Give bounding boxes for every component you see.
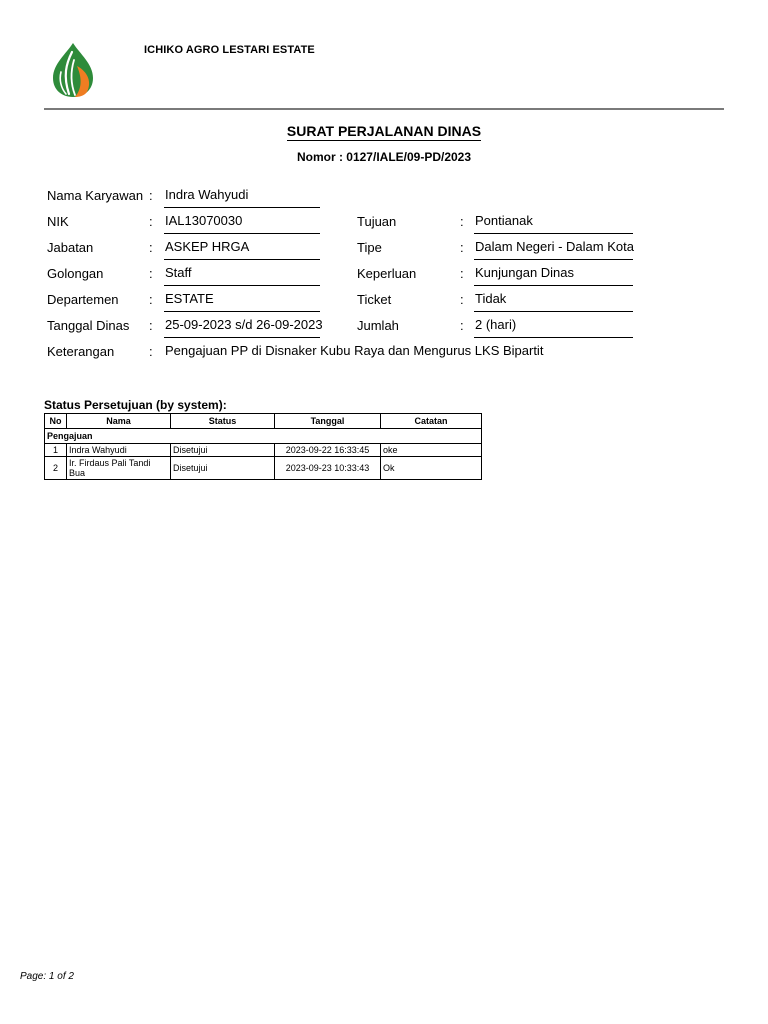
field-colon: : xyxy=(460,240,464,255)
field-value-keperluan: Kunjungan Dinas xyxy=(474,264,633,286)
field-colon: : xyxy=(460,214,464,229)
cell-status: Disetujui xyxy=(171,444,275,457)
cell-nama: Indra Wahyudi xyxy=(67,444,171,457)
field-colon: : xyxy=(149,344,153,359)
approval-group-row xyxy=(45,429,482,444)
cell-no: 2 xyxy=(45,457,67,480)
field-label-keperluan: Keperluan xyxy=(357,266,417,281)
field-value-departemen: ESTATE xyxy=(164,290,320,312)
field-label-ticket: Ticket xyxy=(357,292,392,307)
column-header-tanggal: Tanggal xyxy=(275,414,381,429)
field-colon: : xyxy=(460,318,464,333)
field-value-nama-karyawan: Indra Wahyudi xyxy=(164,186,320,208)
field-colon: : xyxy=(149,240,153,255)
table-row xyxy=(45,457,482,480)
column-header-status: Status xyxy=(171,414,275,429)
table-row xyxy=(45,444,482,457)
field-value-tanggal-dinas: 25-09-2023 s/d 26-09-2023 xyxy=(164,316,320,338)
field-value-nik: IAL13070030 xyxy=(164,212,320,234)
field-label-tujuan: Tujuan xyxy=(357,214,397,229)
field-label-nama-karyawan: Nama Karyawan xyxy=(47,188,144,203)
field-label-departemen: Departemen xyxy=(47,292,119,307)
field-label-jumlah: Jumlah xyxy=(357,318,399,333)
field-value-jumlah: 2 (hari) xyxy=(474,316,633,338)
document-title-wrapper xyxy=(0,123,768,141)
leaf-drop-logo-icon xyxy=(50,42,96,98)
cell-catatan: Ok xyxy=(381,457,482,480)
field-colon: : xyxy=(460,292,464,307)
field-value-tipe: Dalam Negeri - Dalam Kota xyxy=(474,238,633,260)
field-value-ticket: Tidak xyxy=(474,290,633,312)
field-label-tipe: Tipe xyxy=(357,240,382,255)
column-header-nama: Nama xyxy=(67,414,171,429)
field-colon: : xyxy=(149,292,153,307)
field-value-keterangan: Pengajuan PP di Disnaker Kubu Raya dan Mengurus LKS Bipartit xyxy=(165,343,544,358)
field-label-golongan: Golongan xyxy=(47,266,104,281)
header-divider xyxy=(44,108,724,110)
field-label-nik: NIK xyxy=(47,214,69,229)
cell-tanggal: 2023-09-22 16:33:45 xyxy=(275,444,381,457)
field-colon: : xyxy=(149,214,153,229)
approval-table xyxy=(44,413,482,480)
field-label-jabatan: Jabatan xyxy=(47,240,94,255)
field-value-jabatan: ASKEP HRGA xyxy=(164,238,320,260)
cell-catatan: oke xyxy=(381,444,482,457)
column-header-catatan: Catatan xyxy=(381,414,482,429)
approval-header-row xyxy=(45,414,482,429)
approval-group-label: Pengajuan xyxy=(45,429,482,444)
field-label-keterangan: Keterangan xyxy=(47,344,115,359)
cell-tanggal: 2023-09-23 10:33:43 xyxy=(275,457,381,480)
document-title: SURAT PERJALANAN DINAS xyxy=(286,123,482,139)
field-colon: : xyxy=(149,266,153,281)
field-colon: : xyxy=(149,318,153,333)
field-value-golongan: Staff xyxy=(164,264,320,286)
approval-section-title: Status Persetujuan (by system): xyxy=(44,398,227,412)
cell-nama: Ir. Firdaus Pali Tandi Bua xyxy=(67,457,171,480)
field-value-tujuan: Pontianak xyxy=(474,212,633,234)
field-colon: : xyxy=(460,266,464,281)
page-number: Page: 1 of 2 xyxy=(20,971,74,982)
cell-status: Disetujui xyxy=(171,457,275,480)
cell-no: 1 xyxy=(45,444,67,457)
field-label-tanggal-dinas: Tanggal Dinas xyxy=(47,318,130,333)
document-number: Nomor : 0127/IALE/09-PD/2023 xyxy=(296,150,472,164)
column-header-no: No xyxy=(45,414,67,429)
company-name: ICHIKO AGRO LESTARI ESTATE xyxy=(144,44,315,56)
field-colon: : xyxy=(149,188,153,203)
